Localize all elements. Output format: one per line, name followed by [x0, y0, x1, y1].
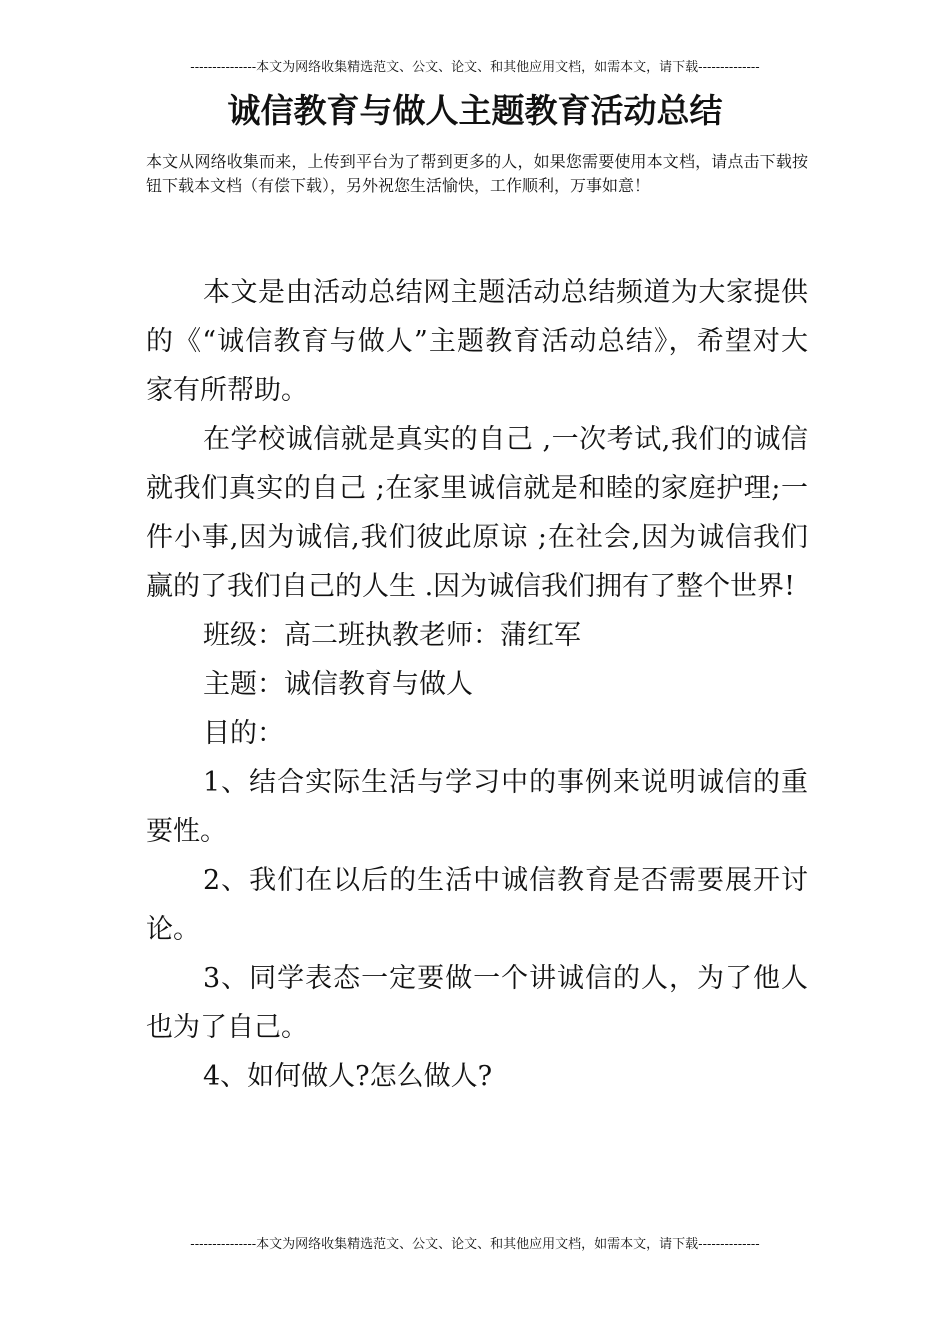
body-list-item-4: 4、如何做人?怎么做人? [203, 1061, 493, 1092]
document-title: 诚信教育与做人主题教育活动总结 [227, 91, 723, 130]
body-paragraph-class: 班级：高二班执教老师：蒲红军 [203, 620, 581, 651]
document-body [146, 268, 808, 1101]
download-notice: 本文从网络收集而来，上传到平台为了帮到更多的人，如果您需要使用本文档，请点击下载按钮下载本文档（有偿下载），另外祝您生活愉快，工作顺利，万事如意！ [146, 152, 808, 195]
body-list-item-3: 3、同学表态一定要做一个讲诚信的人，为了他人也为了自己。 [146, 963, 808, 1043]
body-paragraph-purpose-heading: 目的： [203, 718, 284, 749]
page-header-banner: ---------------本文为网络收集精选范文、公文、论文、和其他应用文档，如需本文，请下载-------------- [190, 60, 760, 75]
body-paragraph-integrity: 在学校诚信就是真实的自己 ,一次考试,我们的诚信就我们真实的自己 ;在家里诚信就是和睦的家庭护理;一件小事,因为诚信,我们彼此原谅 ;在社会,因为诚信我们赢的了我们自己的人生 .因为诚信我们拥有了整个世界! [146, 424, 808, 602]
body-paragraph-theme: 主题：诚信教育与做人 [203, 669, 473, 700]
body-paragraph-intro: 本文是由活动总结网主题活动总结频道为大家提供的《“诚信教育与做人”主题教育活动总结》，希望对大家有所帮助。 [146, 277, 808, 406]
body-list-item-2: 2、我们在以后的生活中诚信教育是否需要展开讨论。 [146, 865, 808, 945]
body-list-item-1: 1、结合实际生活与学习中的事例来说明诚信的重要性。 [146, 767, 808, 847]
page-footer-banner: ---------------本文为网络收集精选范文、公文、论文、和其他应用文档，如需本文，请下载-------------- [190, 1237, 760, 1252]
